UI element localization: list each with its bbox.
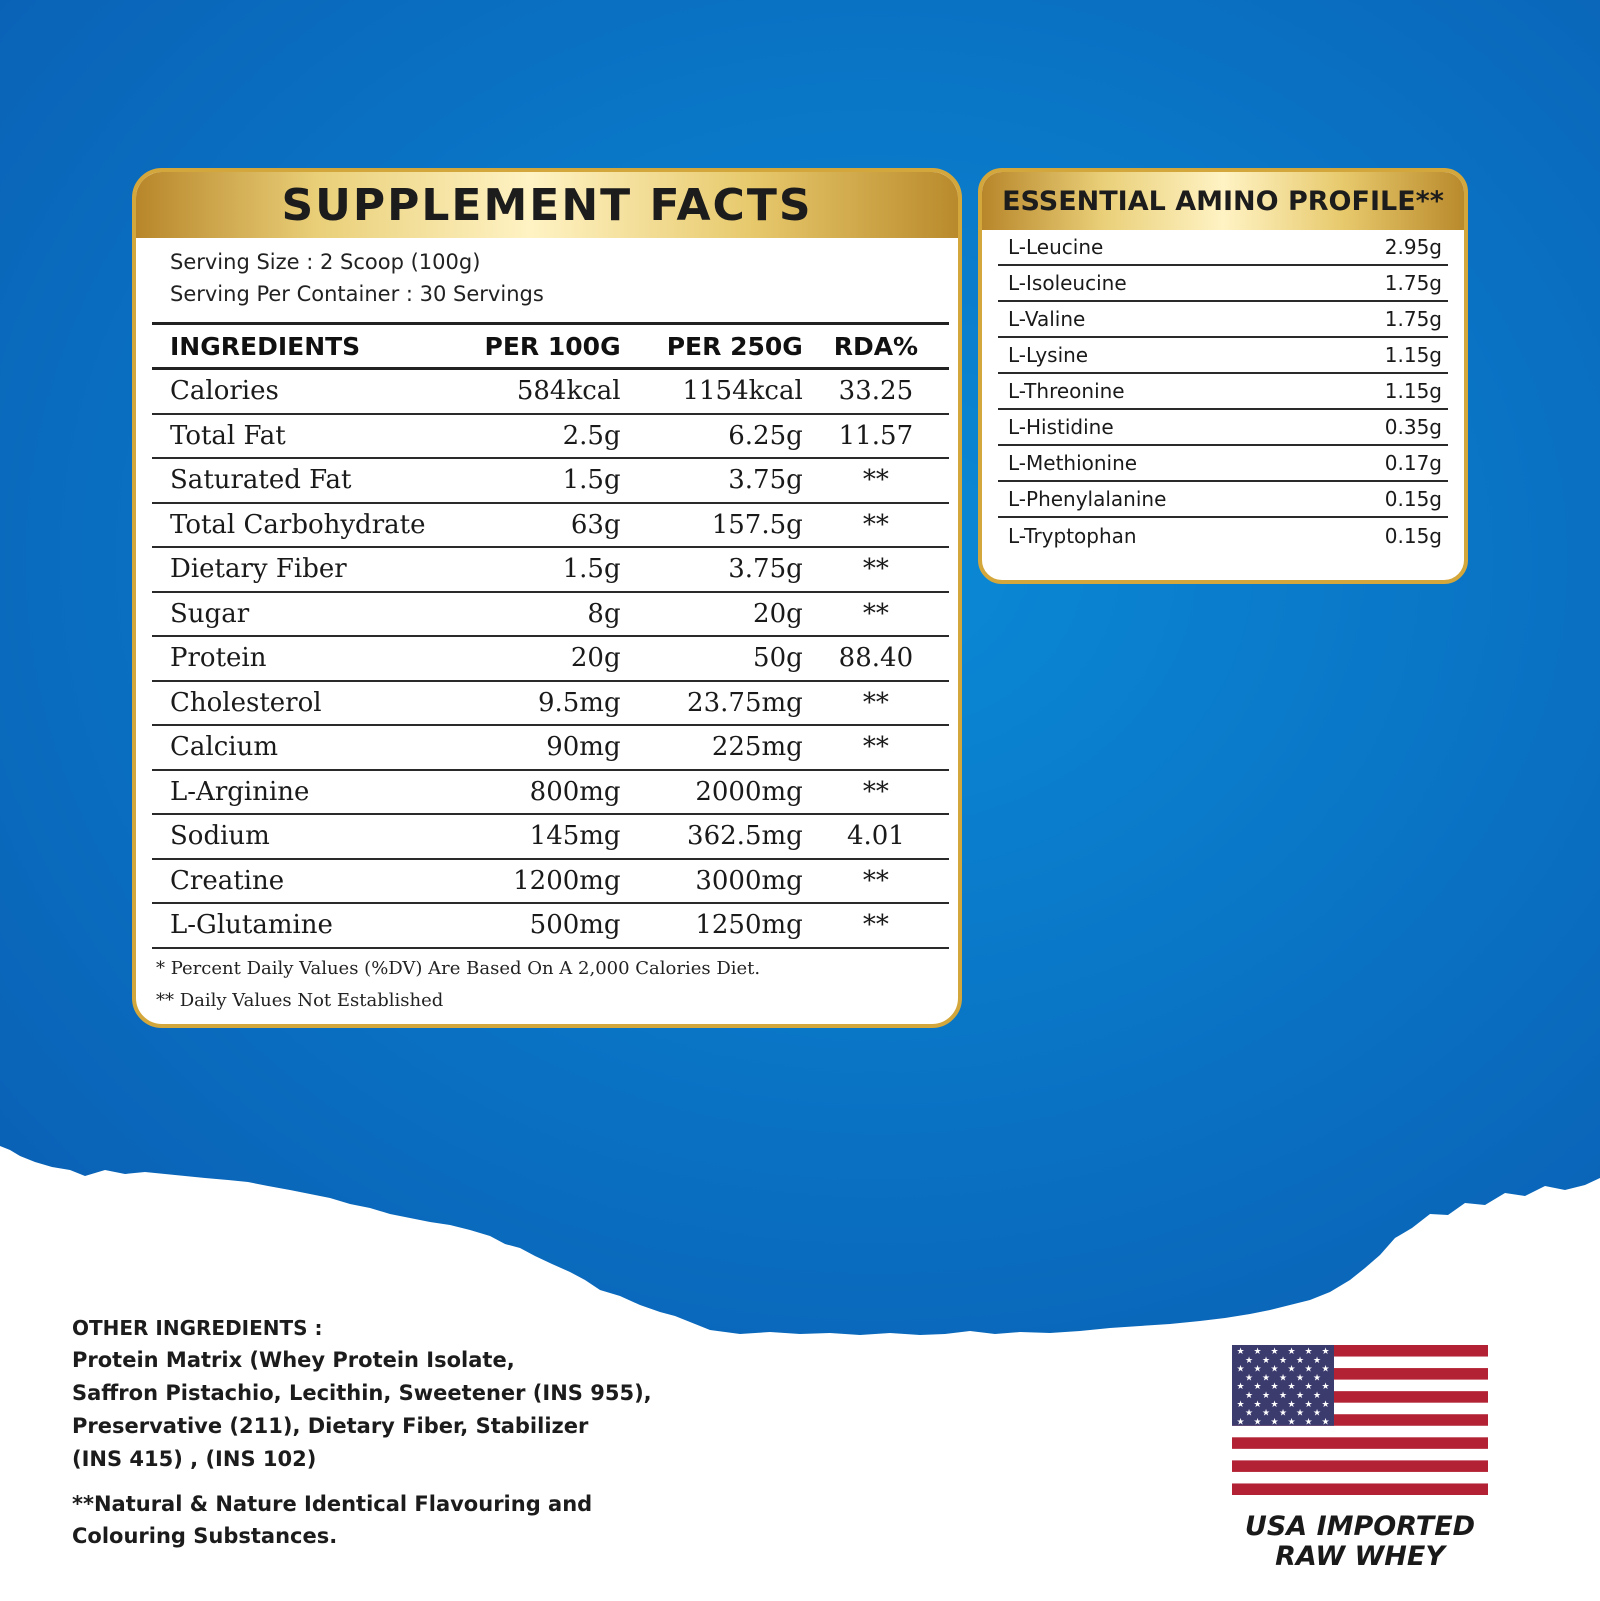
supplement-facts-title: SUPPLEMENT FACTS <box>281 179 813 231</box>
svg-text:★: ★ <box>1270 1364 1279 1375</box>
table-row <box>152 770 949 815</box>
amino-value: 0.17g <box>1384 451 1442 475</box>
col-header-ingredients: INGREDIENTS <box>152 324 464 369</box>
amino-list <box>998 230 1448 554</box>
list-item <box>998 266 1448 302</box>
table-row <box>152 592 949 637</box>
per-100g-value: 1.5g <box>464 547 621 592</box>
amino-name: L-Lysine <box>1008 343 1089 367</box>
svg-text:★: ★ <box>1295 1355 1305 1366</box>
svg-text:★: ★ <box>1287 1364 1296 1375</box>
rda-value: ** <box>803 503 949 548</box>
per-100g-value: 63g <box>464 503 621 548</box>
table-row <box>152 725 949 770</box>
usa-imported-badge <box>1220 1512 1500 1572</box>
per-100g-value: 9.5mg <box>464 681 621 726</box>
table-row <box>152 814 949 859</box>
rda-value: ** <box>803 681 949 726</box>
amino-value: 1.75g <box>1384 271 1442 295</box>
svg-text:★: ★ <box>1312 1373 1322 1384</box>
svg-text:★: ★ <box>1244 1355 1254 1366</box>
rda-value: 11.57 <box>803 414 949 459</box>
rda-value: ** <box>803 725 949 770</box>
serving-size: Serving Size : 2 Scoop (100g) <box>170 250 481 274</box>
amino-profile-title: ESSENTIAL AMINO PROFILE** <box>1002 185 1444 217</box>
rda-value: ** <box>803 592 949 637</box>
col-header-per-250g: PER 250G <box>621 324 803 369</box>
ingredient-name: Dietary Fiber <box>152 547 464 592</box>
ingredient-name: Calories <box>152 369 464 414</box>
other-ingredients-line: Preservative (211), Dietary Fiber, Stabilizer <box>72 1414 589 1438</box>
amino-name: L-Histidine <box>1008 415 1114 439</box>
per-250g-value: 3.75g <box>621 458 803 503</box>
svg-text:★: ★ <box>1253 1364 1262 1375</box>
svg-text:★: ★ <box>1304 1417 1313 1428</box>
rda-value: ** <box>803 770 949 815</box>
footnote-daily-values: * Percent Daily Values (%DV) Are Based On A 2,000 Calories Diet. <box>156 958 761 979</box>
svg-text:★: ★ <box>1321 1364 1330 1375</box>
col-header-per-100g: PER 100G <box>464 324 621 369</box>
amino-name: L-Phenylalanine <box>1008 487 1167 511</box>
table-row <box>152 547 949 592</box>
ingredient-name: Sodium <box>152 814 464 859</box>
ingredient-name: Saturated Fat <box>152 458 464 503</box>
list-item <box>998 482 1448 518</box>
per-100g-value: 145mg <box>464 814 621 859</box>
list-item <box>998 446 1448 482</box>
svg-text:★: ★ <box>1253 1382 1262 1393</box>
svg-text:★: ★ <box>1261 1355 1271 1366</box>
svg-text:★: ★ <box>1261 1391 1271 1401</box>
amino-value: 2.95g <box>1384 235 1442 259</box>
rda-value: ** <box>803 903 949 948</box>
svg-text:★: ★ <box>1278 1355 1288 1366</box>
ingredient-name: L-Arginine <box>152 770 464 815</box>
supplement-facts-panel <box>132 168 962 1028</box>
rda-value: ** <box>803 547 949 592</box>
table-row <box>152 681 949 726</box>
per-250g-value: 6.25g <box>621 414 803 459</box>
svg-text:★: ★ <box>1244 1408 1254 1419</box>
rda-value: 4.01 <box>803 814 949 859</box>
svg-text:★: ★ <box>1278 1373 1288 1384</box>
per-100g-value: 20g <box>464 636 621 681</box>
amino-value: 0.35g <box>1384 415 1442 439</box>
svg-text:★: ★ <box>1236 1417 1245 1428</box>
col-header-rda: RDA% <box>803 324 949 369</box>
per-100g-value: 584kcal <box>464 369 621 414</box>
amino-profile-header <box>982 172 1464 230</box>
table-row <box>152 903 949 948</box>
svg-text:★: ★ <box>1304 1347 1313 1357</box>
per-250g-value: 3000mg <box>621 859 803 904</box>
list-item <box>998 302 1448 338</box>
svg-text:★: ★ <box>1270 1382 1279 1393</box>
servings-per-container: Serving Per Container : 30 Servings <box>170 282 544 306</box>
table-row <box>152 458 949 503</box>
amino-name: L-Methionine <box>1008 451 1138 475</box>
amino-value: 0.15g <box>1384 524 1442 548</box>
per-250g-value: 157.5g <box>621 503 803 548</box>
flavouring-note-line: **Natural & Nature Identical Flavouring and <box>72 1492 593 1516</box>
svg-text:★: ★ <box>1278 1408 1288 1419</box>
per-250g-value: 23.75mg <box>621 681 803 726</box>
svg-text:★: ★ <box>1304 1399 1313 1410</box>
svg-text:★: ★ <box>1270 1399 1279 1410</box>
amino-name: L-Threonine <box>1008 379 1125 403</box>
svg-text:★: ★ <box>1312 1355 1322 1366</box>
per-250g-value: 1154kcal <box>621 369 803 414</box>
list-item <box>998 338 1448 374</box>
per-100g-value: 800mg <box>464 770 621 815</box>
svg-text:★: ★ <box>1295 1391 1305 1401</box>
per-250g-value: 2000mg <box>621 770 803 815</box>
svg-text:★: ★ <box>1270 1417 1279 1428</box>
other-ingredients-title: OTHER INGREDIENTS : <box>72 1316 323 1340</box>
ingredient-name: Total Carbohydrate <box>152 503 464 548</box>
svg-text:★: ★ <box>1261 1408 1271 1419</box>
svg-text:★: ★ <box>1304 1382 1313 1393</box>
table-row <box>152 369 949 414</box>
per-250g-value: 1250mg <box>621 903 803 948</box>
per-100g-value: 1.5g <box>464 458 621 503</box>
svg-text:★: ★ <box>1236 1347 1245 1357</box>
rda-value: ** <box>803 859 949 904</box>
nutrition-table <box>152 322 949 949</box>
table-row <box>152 503 949 548</box>
svg-text:★: ★ <box>1270 1347 1279 1357</box>
ingredient-name: Creatine <box>152 859 464 904</box>
ingredient-name: Cholesterol <box>152 681 464 726</box>
list-item <box>998 518 1448 554</box>
amino-name: L-Valine <box>1008 307 1086 331</box>
svg-text:★: ★ <box>1321 1382 1330 1393</box>
table-row <box>152 414 949 459</box>
amino-profile-panel <box>978 168 1468 584</box>
svg-text:★: ★ <box>1295 1373 1305 1384</box>
badge-line: RAW WHEY <box>1275 1541 1445 1572</box>
ingredient-name: L-Glutamine <box>152 903 464 948</box>
svg-text:★: ★ <box>1312 1408 1322 1419</box>
svg-text:★: ★ <box>1287 1382 1296 1393</box>
per-100g-value: 8g <box>464 592 621 637</box>
ingredient-name: Total Fat <box>152 414 464 459</box>
flavouring-note <box>72 1488 712 1552</box>
ingredient-name: Calcium <box>152 725 464 770</box>
svg-text:★: ★ <box>1312 1391 1322 1401</box>
per-100g-value: 1200mg <box>464 859 621 904</box>
svg-text:★: ★ <box>1295 1408 1305 1419</box>
svg-text:★: ★ <box>1236 1382 1245 1393</box>
amino-value: 1.15g <box>1384 343 1442 367</box>
table-row <box>152 859 949 904</box>
other-ingredients-line: Protein Matrix (Whey Protein Isolate, <box>72 1348 515 1372</box>
svg-text:★: ★ <box>1287 1347 1296 1357</box>
svg-text:★: ★ <box>1253 1417 1262 1428</box>
svg-text:★: ★ <box>1244 1391 1254 1401</box>
per-100g-value: 90mg <box>464 725 621 770</box>
svg-text:★: ★ <box>1304 1364 1313 1375</box>
amino-value: 1.75g <box>1384 307 1442 331</box>
badge-line: USA IMPORTED <box>1244 1511 1476 1542</box>
svg-text:★: ★ <box>1253 1347 1262 1357</box>
svg-text:★: ★ <box>1236 1364 1245 1375</box>
amino-name: L-Tryptophan <box>1008 524 1137 548</box>
list-item <box>998 230 1448 266</box>
svg-text:★: ★ <box>1321 1399 1330 1410</box>
amino-name: L-Isoleucine <box>1008 271 1127 295</box>
per-250g-value: 362.5mg <box>621 814 803 859</box>
svg-text:★: ★ <box>1321 1347 1330 1357</box>
svg-text:★: ★ <box>1287 1417 1296 1428</box>
table-row <box>152 636 949 681</box>
other-ingredients <box>72 1316 712 1476</box>
per-250g-value: 50g <box>621 636 803 681</box>
per-100g-value: 2.5g <box>464 414 621 459</box>
list-item <box>998 410 1448 446</box>
other-ingredients-line: Saffron Pistachio, Lecithin, Sweetener (INS 955), <box>72 1381 652 1405</box>
svg-text:★: ★ <box>1253 1399 1262 1410</box>
svg-text:★: ★ <box>1278 1391 1288 1401</box>
ingredient-name: Protein <box>152 636 464 681</box>
svg-text:★: ★ <box>1287 1399 1296 1410</box>
rda-value: 33.25 <box>803 369 949 414</box>
rda-value: ** <box>803 458 949 503</box>
svg-text:★: ★ <box>1321 1417 1330 1428</box>
footnote-not-established: ** Daily Values Not Established <box>156 990 444 1011</box>
svg-text:★: ★ <box>1244 1373 1254 1384</box>
other-ingredients-line: (INS 415) , (INS 102) <box>72 1447 317 1471</box>
per-100g-value: 500mg <box>464 903 621 948</box>
amino-name: L-Leucine <box>1008 235 1104 259</box>
flavouring-note-line: Colouring Substances. <box>72 1524 338 1548</box>
per-250g-value: 225mg <box>621 725 803 770</box>
amino-value: 1.15g <box>1384 379 1442 403</box>
per-250g-value: 3.75g <box>621 547 803 592</box>
usa-flag-icon <box>1232 1345 1488 1495</box>
rda-value: 88.40 <box>803 636 949 681</box>
list-item <box>998 374 1448 410</box>
supplement-facts-header <box>136 172 958 238</box>
per-250g-value: 20g <box>621 592 803 637</box>
amino-value: 0.15g <box>1384 487 1442 511</box>
svg-text:★: ★ <box>1236 1399 1245 1410</box>
ingredient-name: Sugar <box>152 592 464 637</box>
svg-text:★: ★ <box>1261 1373 1271 1384</box>
table-header-row <box>152 324 949 369</box>
